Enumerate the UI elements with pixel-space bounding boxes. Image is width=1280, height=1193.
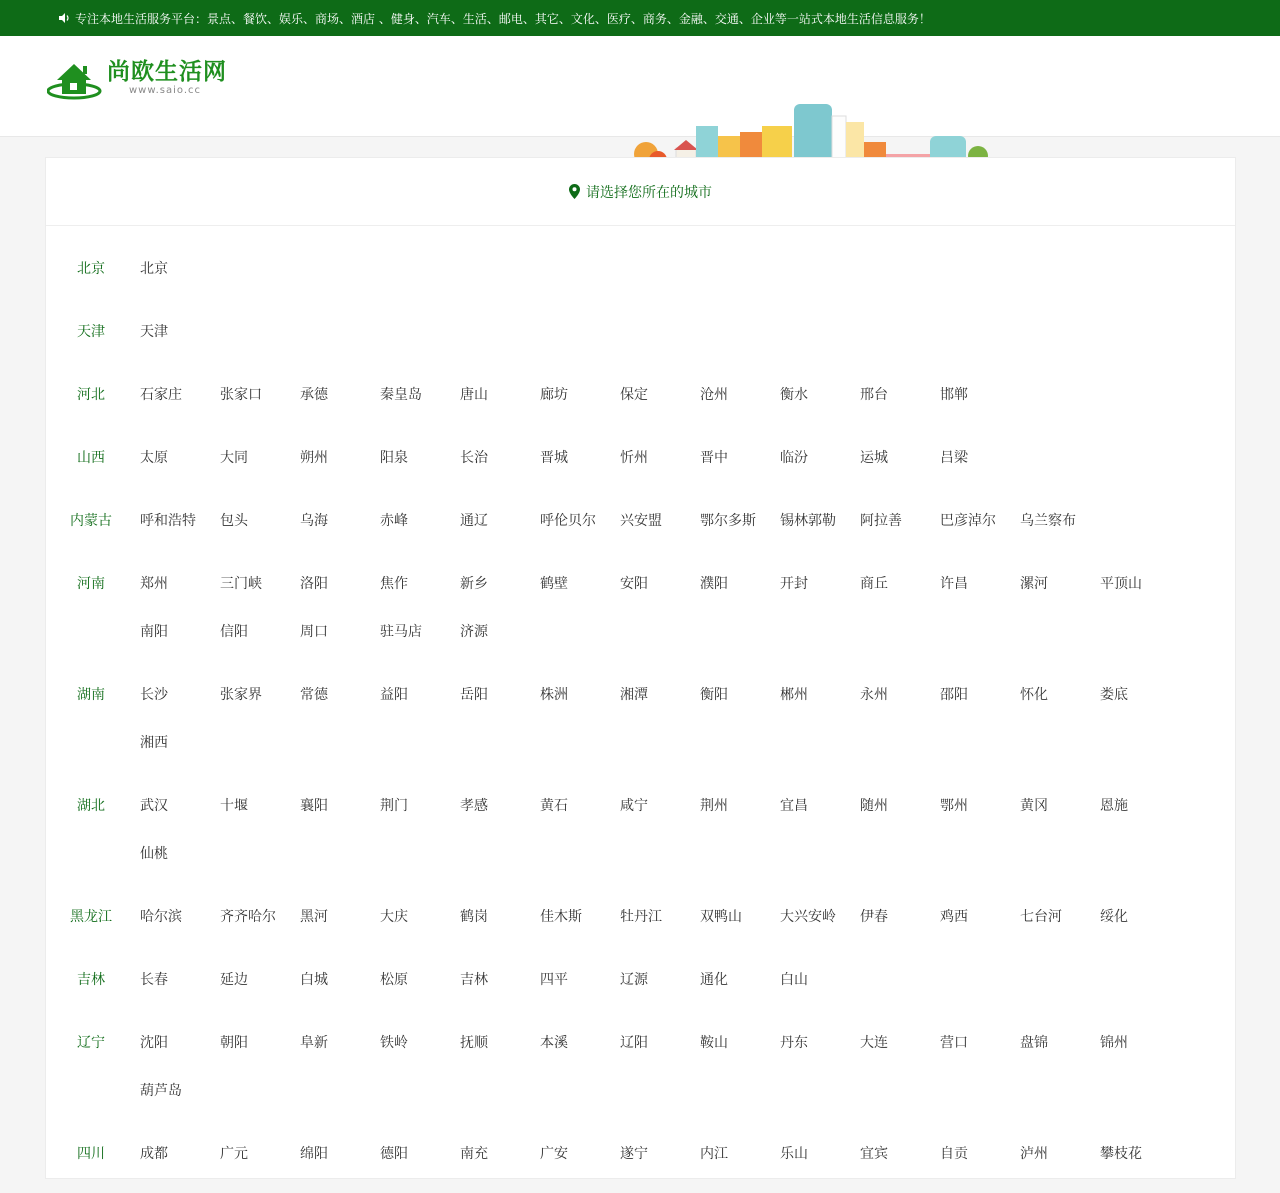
city-link[interactable]: 沧州 (700, 387, 728, 403)
announcement-text: 专注本地生活服务平台：景点、餐饮、娱乐、商场、酒店 、健身、汽车、生活、邮电、其它、文化、医疗、商务、金融、交通、企业等一站式本地生活信息服务！ (75, 11, 931, 26)
city-link[interactable]: 广元 (220, 1146, 248, 1162)
city-link[interactable]: 鄂州 (940, 798, 968, 814)
city-link[interactable]: 四平 (540, 972, 568, 988)
city-link[interactable]: 周口 (300, 624, 328, 640)
city-link[interactable]: 焦作 (380, 576, 408, 592)
city-list (140, 1130, 1235, 1193)
city-link[interactable]: 孝感 (460, 798, 488, 814)
city-link[interactable]: 驻马店 (380, 624, 422, 640)
city-link[interactable]: 岳阳 (460, 687, 488, 703)
city-link[interactable]: 武汉 (140, 798, 168, 814)
city-link[interactable]: 开封 (780, 576, 808, 592)
province-row (46, 371, 1235, 434)
city-link[interactable]: 湘潭 (620, 687, 648, 703)
city-link[interactable]: 成都 (140, 1146, 168, 1162)
city-link[interactable]: 盘锦 (1020, 1035, 1048, 1051)
city-link[interactable]: 邢台 (860, 387, 888, 403)
city-link[interactable]: 朝阳 (220, 1035, 248, 1051)
province-list (46, 226, 1235, 1193)
city-link[interactable]: 鹤岗 (460, 909, 488, 925)
city-link[interactable]: 攀枝花 (1100, 1146, 1142, 1162)
province-row (46, 671, 1235, 782)
city-link[interactable]: 郴州 (780, 687, 808, 703)
city-link[interactable]: 德阳 (380, 1146, 408, 1162)
city-list (140, 893, 1235, 956)
city-link[interactable]: 兴安盟 (620, 513, 662, 529)
province-row (46, 782, 1235, 893)
city-link[interactable]: 商丘 (860, 576, 888, 592)
city-link[interactable]: 恩施 (1100, 798, 1128, 814)
city-list (140, 497, 1235, 560)
city-link[interactable]: 内江 (700, 1146, 728, 1162)
city-link[interactable]: 大庆 (380, 909, 408, 925)
city-link[interactable]: 运城 (860, 450, 888, 466)
city-link[interactable]: 铁岭 (380, 1035, 408, 1051)
province-label: 北京 (77, 261, 105, 277)
city-link[interactable]: 天津 (140, 324, 168, 340)
city-list (140, 671, 1235, 782)
city-link[interactable]: 白城 (300, 972, 328, 988)
city-list (140, 308, 1235, 371)
city-link[interactable]: 随州 (860, 798, 888, 814)
city-link[interactable]: 巴彦淖尔 (940, 513, 996, 529)
city-link[interactable]: 大同 (220, 450, 248, 466)
city-link[interactable]: 松原 (380, 972, 408, 988)
city-link[interactable]: 通化 (700, 972, 728, 988)
city-link[interactable]: 阿拉善 (860, 513, 902, 529)
city-link[interactable]: 鄂尔多斯 (700, 513, 756, 529)
city-link[interactable]: 北京 (140, 261, 168, 277)
city-selection-panel (45, 157, 1236, 1179)
city-link[interactable]: 广安 (540, 1146, 568, 1162)
city-link[interactable]: 廊坊 (540, 387, 568, 403)
city-link[interactable]: 保定 (620, 387, 648, 403)
city-list (140, 782, 1235, 893)
city-link[interactable]: 永州 (860, 687, 888, 703)
site-header (0, 36, 1280, 137)
city-link[interactable]: 自贡 (940, 1146, 968, 1162)
city-link[interactable]: 双鸭山 (700, 909, 742, 925)
panel-heading-text: 请选择您所在的城市 (586, 184, 712, 201)
city-link[interactable]: 忻州 (620, 450, 648, 466)
city-link[interactable]: 牡丹江 (620, 909, 662, 925)
site-logo[interactable] (47, 58, 227, 100)
map-pin-icon (569, 184, 580, 199)
city-link[interactable]: 黑河 (300, 909, 328, 925)
city-list (140, 245, 1235, 308)
city-link[interactable]: 十堰 (220, 798, 248, 814)
panel-heading (46, 158, 1235, 226)
province-label: 内蒙古 (70, 513, 112, 529)
city-link[interactable]: 佳木斯 (540, 909, 582, 925)
city-link[interactable]: 娄底 (1100, 687, 1128, 703)
city-list (140, 956, 1235, 1019)
province-row (46, 893, 1235, 956)
house-logo-icon (47, 58, 105, 100)
city-link[interactable]: 承德 (300, 387, 328, 403)
city-link[interactable]: 朔州 (300, 450, 328, 466)
announcement-bar (0, 0, 1280, 36)
province-label: 吉林 (77, 972, 105, 988)
province-label: 湖南 (77, 687, 105, 703)
city-link[interactable]: 七台河 (1020, 909, 1062, 925)
city-link[interactable]: 乐山 (780, 1146, 808, 1162)
city-list (140, 371, 1235, 434)
province-row (46, 1130, 1235, 1193)
city-link[interactable]: 晋中 (700, 450, 728, 466)
city-link[interactable]: 大连 (860, 1035, 888, 1051)
city-link[interactable]: 黄石 (540, 798, 568, 814)
city-link[interactable]: 荆门 (380, 798, 408, 814)
province-row (46, 1019, 1235, 1130)
city-link[interactable]: 呼伦贝尔 (540, 513, 596, 529)
city-link[interactable]: 葫芦岛 (140, 1083, 182, 1099)
city-link[interactable]: 丹东 (780, 1035, 808, 1051)
city-link[interactable]: 长沙 (140, 687, 168, 703)
province-label: 辽宁 (77, 1035, 105, 1051)
city-link[interactable]: 齐齐哈尔 (220, 909, 276, 925)
city-link[interactable]: 辽源 (620, 972, 648, 988)
city-link[interactable]: 白山 (780, 972, 808, 988)
city-link[interactable]: 呼和浩特 (140, 513, 196, 529)
city-link[interactable]: 张家界 (220, 687, 262, 703)
province-label: 黑龙江 (70, 909, 112, 925)
city-link[interactable]: 唐山 (460, 387, 488, 403)
province-label: 河北 (77, 387, 105, 403)
city-link[interactable]: 株洲 (540, 687, 568, 703)
city-link[interactable]: 宜宾 (860, 1146, 888, 1162)
city-link[interactable]: 咸宁 (620, 798, 648, 814)
city-link[interactable]: 邵阳 (940, 687, 968, 703)
city-link[interactable]: 邯郸 (940, 387, 968, 403)
city-list (140, 1019, 1235, 1130)
city-link[interactable]: 遂宁 (620, 1146, 648, 1162)
city-link[interactable]: 大兴安岭 (780, 909, 836, 925)
city-link[interactable]: 锦州 (1100, 1035, 1128, 1051)
city-link[interactable]: 仙桃 (140, 846, 168, 862)
city-link[interactable]: 鞍山 (700, 1035, 728, 1051)
city-link[interactable]: 伊春 (860, 909, 888, 925)
city-link[interactable]: 平顶山 (1100, 576, 1142, 592)
city-link[interactable]: 襄阳 (300, 798, 328, 814)
city-link[interactable]: 黄冈 (1020, 798, 1048, 814)
city-link[interactable]: 荆州 (700, 798, 728, 814)
city-link[interactable]: 益阳 (380, 687, 408, 703)
city-link[interactable]: 太原 (140, 450, 168, 466)
province-row (46, 956, 1235, 1019)
city-link[interactable]: 洛阳 (300, 576, 328, 592)
city-link[interactable]: 鹤壁 (540, 576, 568, 592)
city-list (140, 434, 1235, 497)
province-label: 山西 (77, 450, 105, 466)
city-link[interactable]: 绵阳 (300, 1146, 328, 1162)
city-link[interactable]: 营口 (940, 1035, 968, 1051)
city-link[interactable]: 安阳 (620, 576, 648, 592)
city-link[interactable]: 郑州 (140, 576, 168, 592)
city-link[interactable]: 阳泉 (380, 450, 408, 466)
city-link[interactable]: 乌兰察布 (1020, 513, 1076, 529)
city-link[interactable]: 赤峰 (380, 513, 408, 529)
city-link[interactable]: 南充 (460, 1146, 488, 1162)
city-link[interactable]: 吕梁 (940, 450, 968, 466)
city-link[interactable]: 南阳 (140, 624, 168, 640)
city-link[interactable]: 常德 (300, 687, 328, 703)
city-link[interactable]: 辽阳 (620, 1035, 648, 1051)
city-link[interactable]: 本溪 (540, 1035, 568, 1051)
city-link[interactable]: 抚顺 (460, 1035, 488, 1051)
province-row (46, 308, 1235, 371)
province-label: 天津 (77, 324, 105, 340)
city-link[interactable]: 秦皇岛 (380, 387, 422, 403)
city-list (140, 560, 1235, 671)
city-link[interactable]: 济源 (460, 624, 488, 640)
city-link[interactable]: 宜昌 (780, 798, 808, 814)
city-link[interactable]: 临汾 (780, 450, 808, 466)
city-link[interactable]: 漯河 (1020, 576, 1048, 592)
province-row (46, 560, 1235, 671)
city-link[interactable]: 乌海 (300, 513, 328, 529)
city-link[interactable]: 许昌 (940, 576, 968, 592)
city-link[interactable]: 信阳 (220, 624, 248, 640)
logo-subtitle: www.saio.cc (129, 85, 202, 96)
city-link[interactable]: 长治 (460, 450, 488, 466)
city-link[interactable]: 濮阳 (700, 576, 728, 592)
city-link[interactable]: 包头 (220, 513, 248, 529)
logo-title: 尚欧生活网 (107, 59, 227, 85)
speaker-icon (58, 12, 70, 24)
city-link[interactable]: 衡水 (780, 387, 808, 403)
city-link[interactable]: 阜新 (300, 1035, 328, 1051)
city-link[interactable]: 晋城 (540, 450, 568, 466)
city-link[interactable]: 鸡西 (940, 909, 968, 925)
city-link[interactable]: 锡林郭勒 (780, 513, 836, 529)
city-link[interactable]: 泸州 (1020, 1146, 1048, 1162)
city-link[interactable]: 怀化 (1020, 687, 1048, 703)
province-label: 湖北 (77, 798, 105, 814)
province-label: 四川 (77, 1146, 105, 1162)
city-link[interactable]: 沈阳 (140, 1035, 168, 1051)
city-link[interactable]: 衡阳 (700, 687, 728, 703)
city-link[interactable]: 长春 (140, 972, 168, 988)
city-link[interactable]: 三门峡 (220, 576, 262, 592)
city-link[interactable]: 哈尔滨 (140, 909, 182, 925)
city-link[interactable]: 张家口 (220, 387, 262, 403)
city-link[interactable]: 绥化 (1100, 909, 1128, 925)
city-link[interactable]: 湘西 (140, 735, 168, 751)
city-link[interactable]: 延边 (220, 972, 248, 988)
province-label: 河南 (77, 576, 105, 592)
city-link[interactable]: 新乡 (460, 576, 488, 592)
city-link[interactable]: 石家庄 (140, 387, 182, 403)
province-row (46, 497, 1235, 560)
city-link[interactable]: 吉林 (460, 972, 488, 988)
city-link[interactable]: 通辽 (460, 513, 488, 529)
province-row (46, 434, 1235, 497)
province-row (46, 245, 1235, 308)
